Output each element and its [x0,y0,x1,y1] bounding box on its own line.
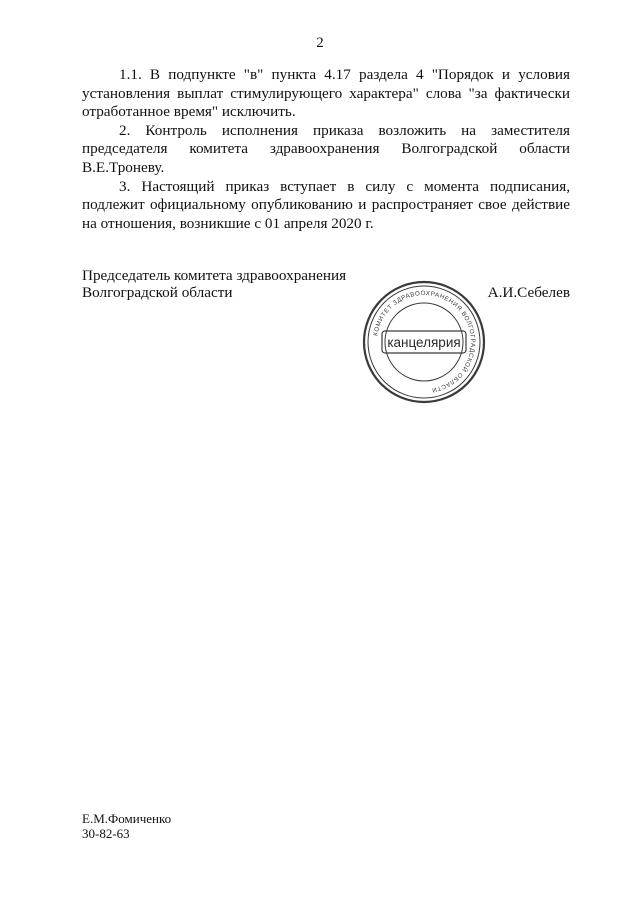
signer-name: А.И.Себелев [487,283,570,301]
paragraph-1-1: 1.1. В подпункте "в" пункта 4.17 раздела 4 "Порядок и условия установления выплат стимулирующего характера" слова "за фактически отработанное время" исключить. [82,66,570,121]
document-body [82,66,570,233]
paragraph-3: 3. Настоящий приказ вступает в силу с момента подписания, подлежит официальному опубликованию и распространяет свое действие на отношения, возникшие с 01 апреля 2020 г. [82,177,570,232]
stamp-ring-text: КОМИТЕТ ЗДРАВООХРАНЕНИЯ ВОЛГОГРАДСКОЙ ОБЛАСТИ [372,289,477,394]
stamp-center-text: канцелярия [387,335,461,350]
paragraph-2: 2. Контроль исполнения приказа возложить на заместителя председателя комитета здравоохранения Волгоградской области В.Е.Троневу. [82,121,570,176]
signature-block [82,268,570,301]
signer-position-line-2: Волгоградской области [82,283,233,301]
signer-position-line-1: Председатель комитета здравоохранения [82,267,347,284]
executor-footer [82,812,171,841]
office-stamp [360,278,488,406]
page-number: 2 [316,35,324,51]
executor-phone: 30-82-63 [82,825,130,841]
executor-name: Е.М.Фомиченко [82,811,172,826]
